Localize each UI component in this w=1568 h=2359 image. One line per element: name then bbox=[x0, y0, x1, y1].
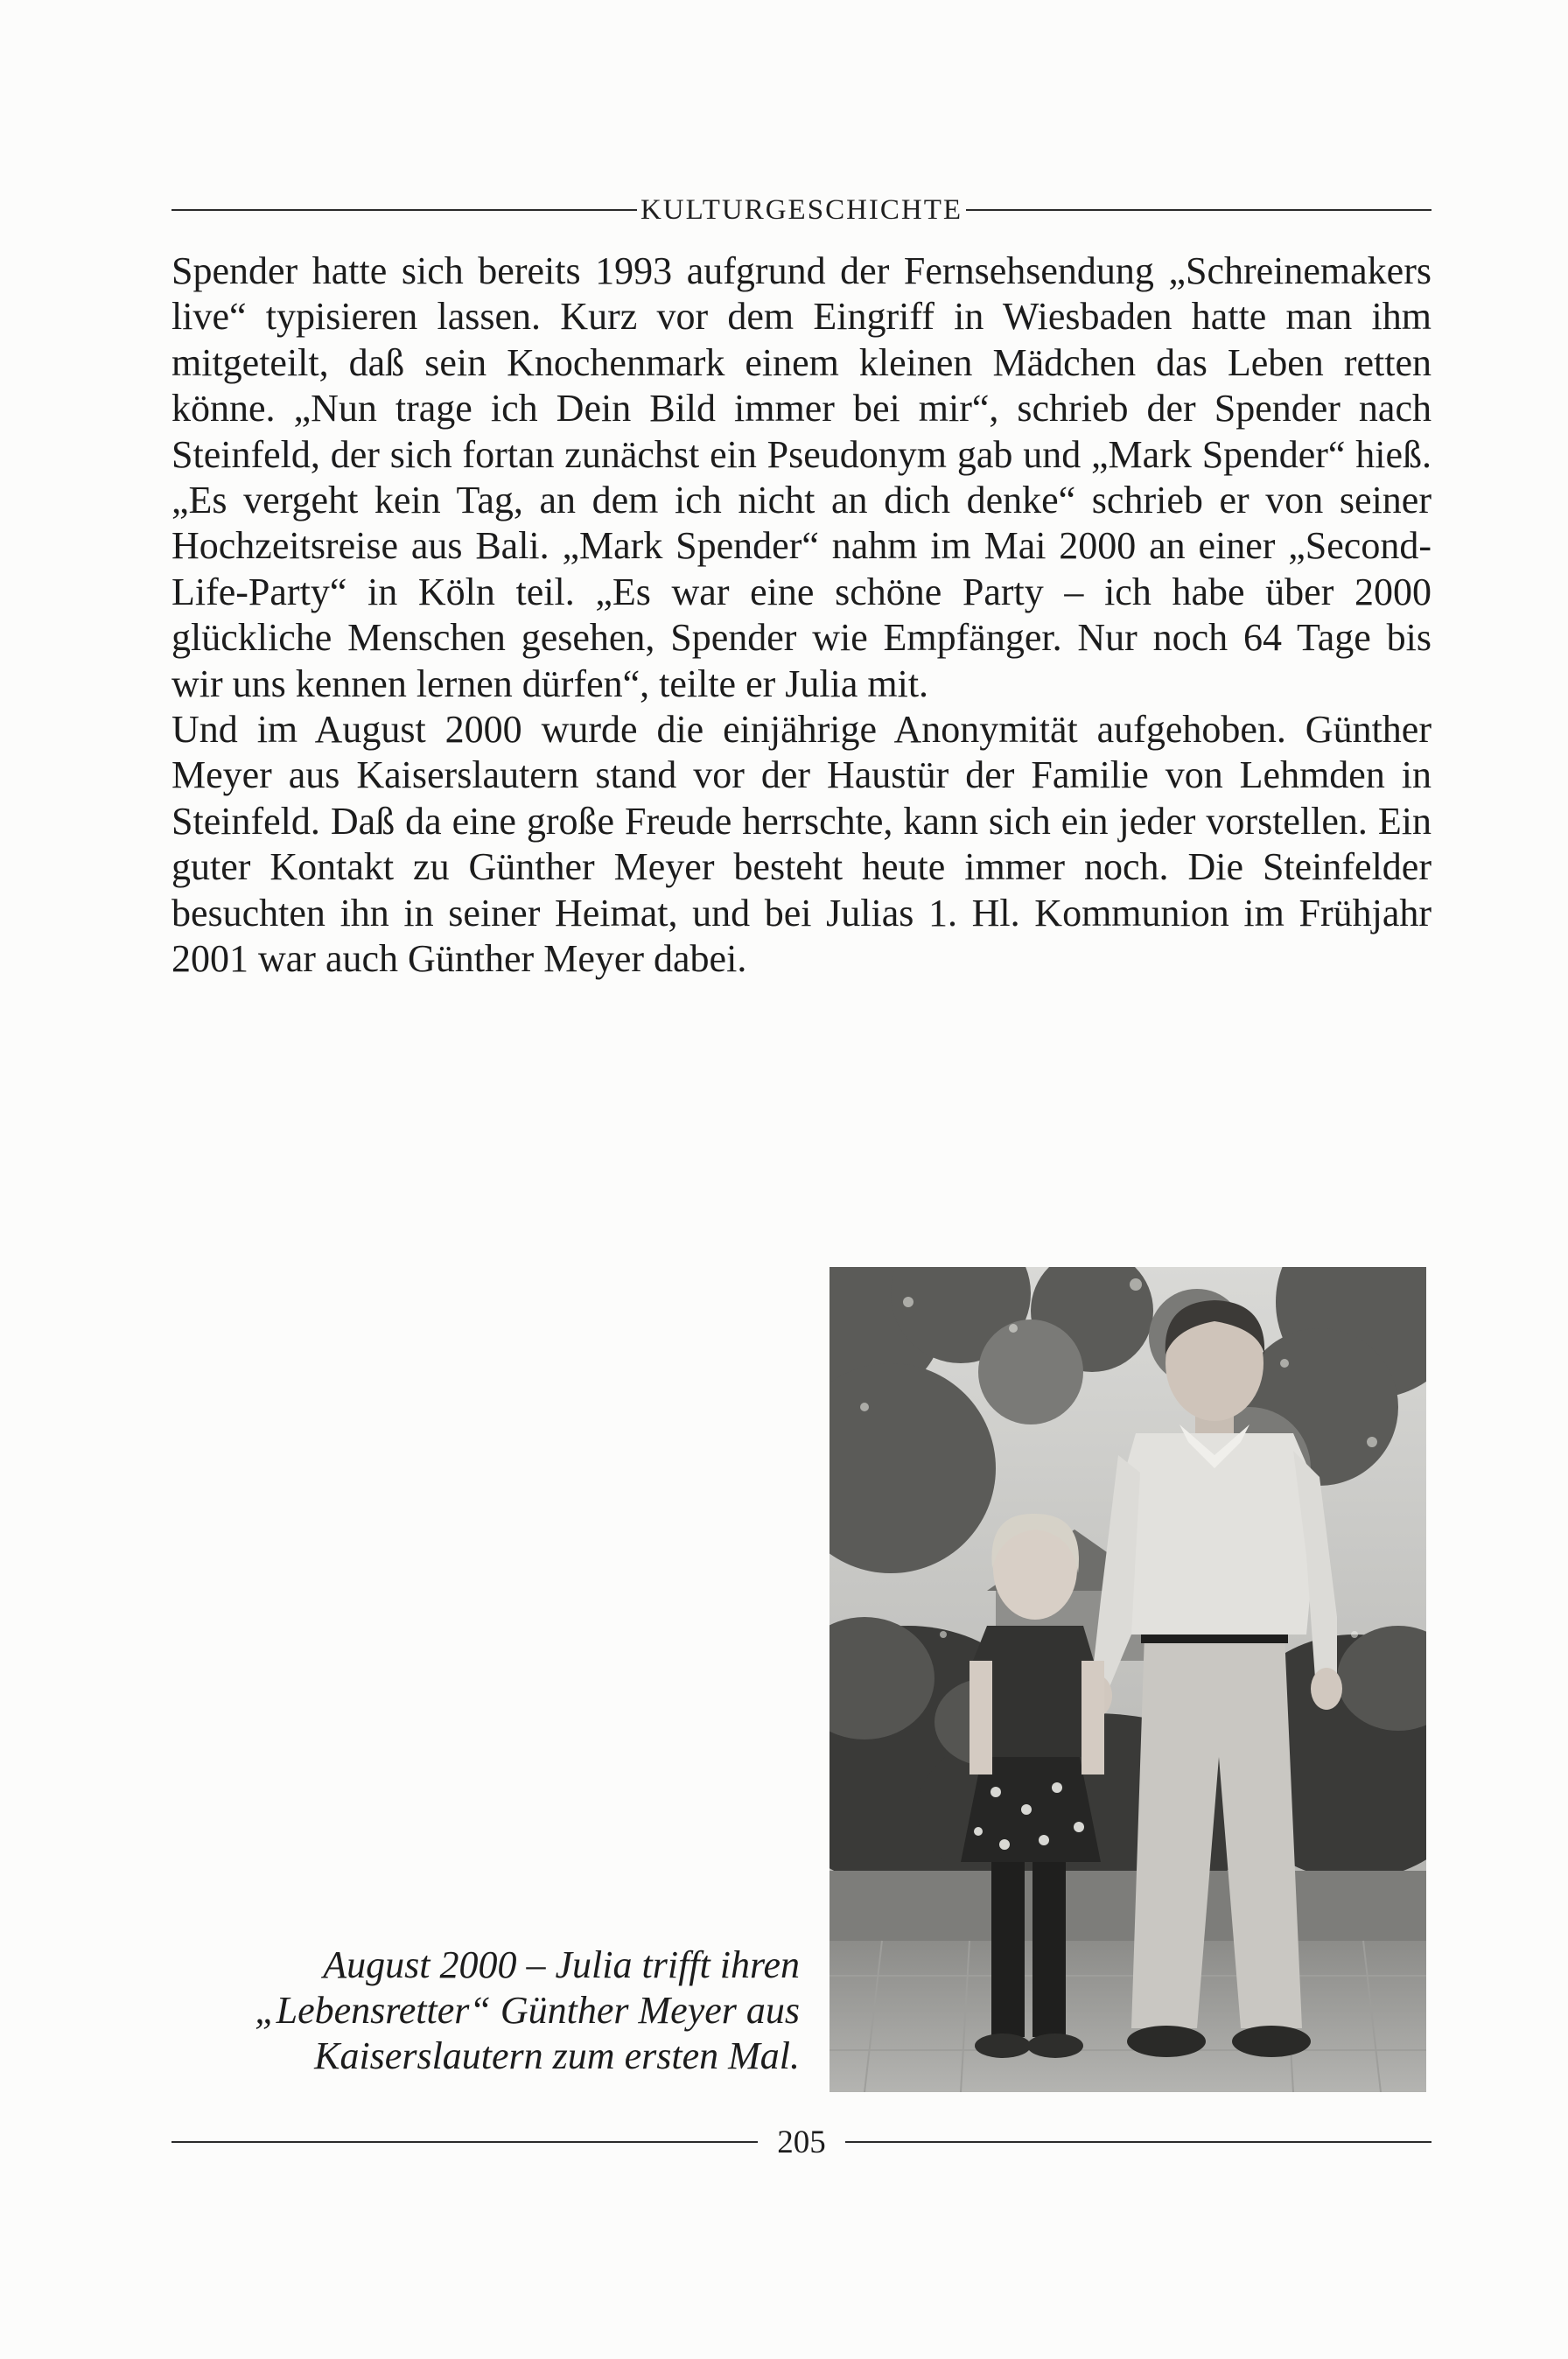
page-footer bbox=[172, 2121, 1432, 2163]
footer-rule-left bbox=[172, 2141, 758, 2143]
caption-line: August 2000 – Julia trifft ihren bbox=[323, 1943, 800, 1986]
header-rule-left bbox=[172, 209, 637, 211]
photo-caption bbox=[170, 1942, 800, 2079]
paragraph: Spender hatte sich bereits 1993 aufgrund der Fernsehsendung „Schreinemakers live“ typisieren lassen. Kurz vor dem Eingriff in Wiesbaden hatte man ihm mitgeteilt, daß sein Knochenmark einem kleinen Mädchen das Leben retten könne. „Nun trage ich Dein Bild immer bei mir“, schrieb der Spender nach Steinfeld, der sich fortan zunächst ein Pseudonym gab und „Mark Spender“ hieß. „Es vergeht kein Tag, an dem ich nicht an dich denke“ schrieb er von seiner Hochzeitsreise aus Bali. „Mark Spender“ nahm im Mai 2000 an einer „Second-Life-Party“ in Köln teil. „Es war eine schöne Party – ich habe über 2000 glückliche Menschen gesehen, Spender wie Empfänger. Nur noch 64 Tage bis wir uns kennen lernen dürfen“, teilte er Julia mit. bbox=[172, 249, 1432, 705]
page-number: 205 bbox=[777, 2124, 826, 2160]
photo bbox=[830, 1267, 1426, 2092]
running-header bbox=[172, 191, 1432, 229]
header-rule-right bbox=[966, 209, 1432, 211]
body-text bbox=[172, 248, 1432, 983]
section-title: KULTURGESCHICHTE bbox=[640, 193, 963, 226]
footer-rule-right bbox=[845, 2141, 1432, 2143]
caption-line: „Lebensretter“ Günther Meyer aus bbox=[255, 1989, 800, 2032]
caption-line: Kaiserslautern zum ersten Mal. bbox=[314, 2034, 800, 2077]
photo-image bbox=[830, 1267, 1426, 2092]
paragraph: Und im August 2000 wurde die einjährige Anonymität aufgehoben. Günther Meyer aus Kaiserslautern stand vor der Haustür der Familie von Lehmden in Steinfeld. Daß da eine große Freude herrschte, kann sich ein jeder vorstellen. Ein guter Kontakt zu Günther Meyer besteht heute immer noch. Die Steinfelder besuchten ihn in seiner Heimat, und bei Julias 1. Hl. Kommunion im Frühjahr 2001 war auch Günther Meyer dabei. bbox=[172, 708, 1432, 981]
